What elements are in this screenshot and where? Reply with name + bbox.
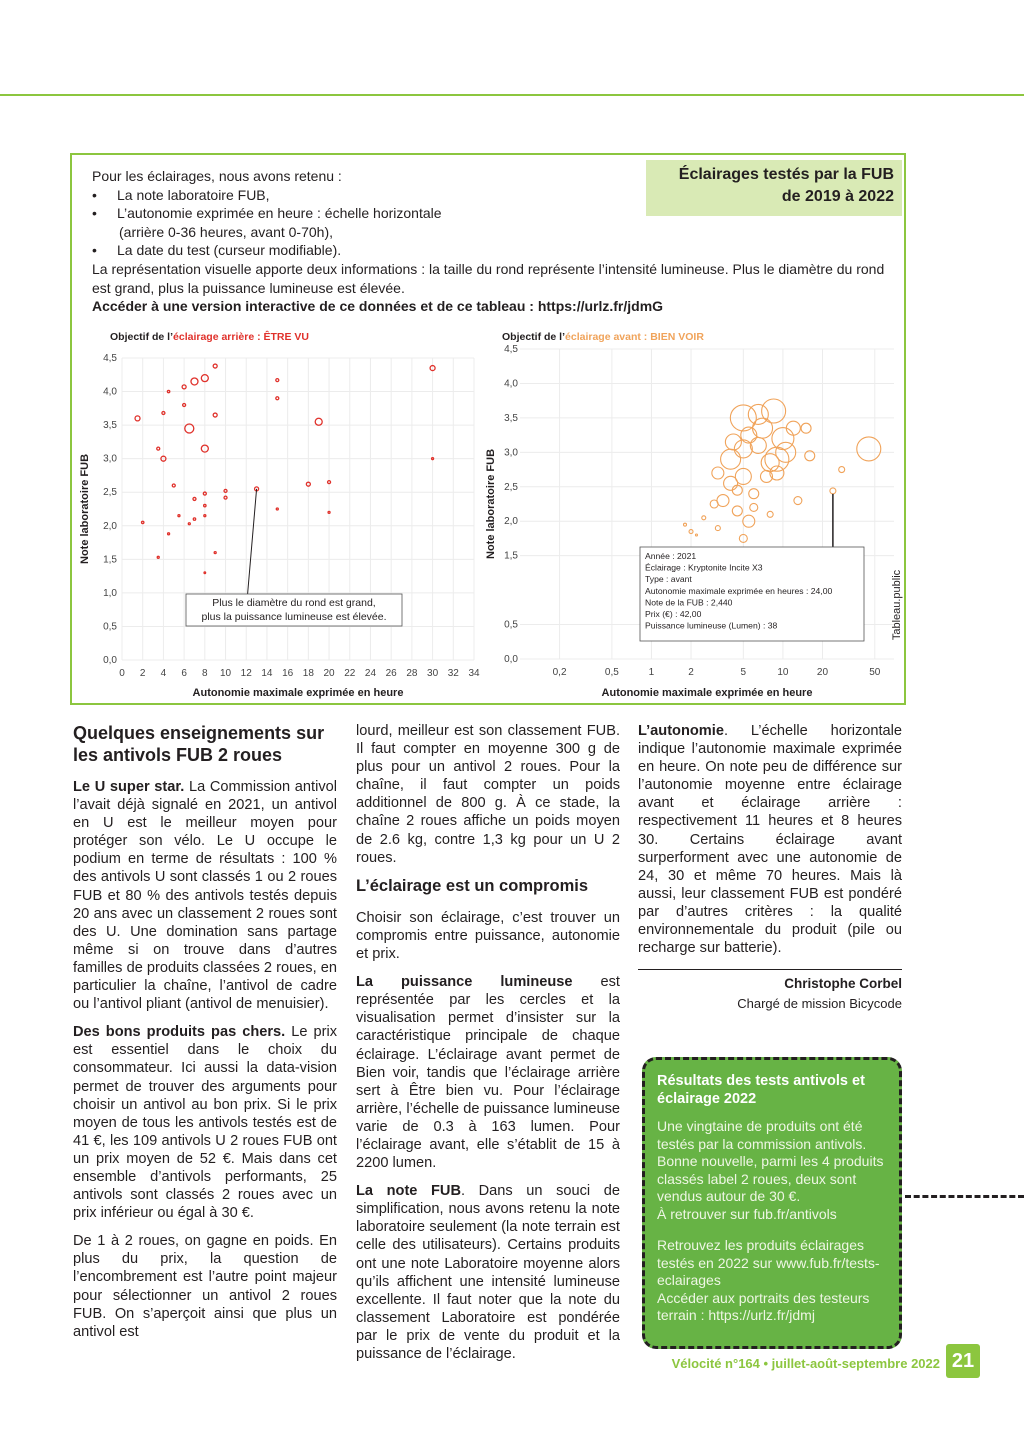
lead: La puissance lumineuse <box>356 974 573 991</box>
x-tick-label: 0,2 <box>552 667 567 678</box>
y-tick-label: 4,5 <box>504 344 518 355</box>
box-title-line: de 2019 à 2022 <box>781 188 894 205</box>
rear-lighting-chart <box>72 344 492 702</box>
data-point <box>214 552 216 554</box>
data-point <box>748 404 768 424</box>
front-chart-title-highlight: éclairage avant : BIEN VOIR <box>565 331 704 343</box>
x-tick-label: 0,5 <box>604 667 619 678</box>
x-tick-label: 20 <box>816 667 829 678</box>
y-tick-label: 3,0 <box>103 453 117 465</box>
dashed-connector <box>905 1195 1024 1198</box>
y-tick-label: 3,0 <box>504 447 518 459</box>
column-1 <box>73 722 337 1351</box>
x-tick-label: 16 <box>282 668 294 679</box>
data-point <box>725 434 741 450</box>
data-point <box>702 516 706 520</box>
data-point <box>695 534 697 536</box>
results-box <box>642 1057 902 1349</box>
data-point <box>749 489 759 499</box>
paragraph: De 1 à 2 roues, on gagne en poids. En plus du prix, la question de l’encombrement est l’autre point majeur pour sélectionner un antivol 2 roues FUB. On s’aperçoit ainsi que plus un antivol est <box>73 1233 337 1340</box>
tooltip-line: Année : 2021 <box>645 551 697 561</box>
data-point <box>750 503 758 511</box>
x-tick-label: 20 <box>323 668 335 679</box>
data-point <box>276 397 279 400</box>
x-tick-label: 14 <box>261 668 273 679</box>
x-tick-label: 6 <box>181 668 187 679</box>
y-tick-label: 1,5 <box>103 554 117 566</box>
data-point <box>315 418 322 425</box>
data-point <box>276 379 279 382</box>
data-point <box>135 416 140 421</box>
box-title <box>646 160 902 216</box>
y-tick-label: 4,0 <box>103 386 117 398</box>
results-text-link[interactable]: À retrouver sur fub.fr/antivols <box>657 1205 837 1222</box>
y-tick-label: 4,5 <box>103 353 117 364</box>
x-tick-label: 2 <box>688 667 694 678</box>
paragraph-text: La Commission antivol l’avait déjà signalé en 2021, un antivol en U est le meilleur moyen pour protéger son vélo. Le U occupe le podium en terme de résultats : 100 % des antivols U sont classés 1 ou 2 roues FUB et 80 % des antivols testés depuis 20 ans avec un classement 2 roues sont des U. Une domination sans partage même si on trouve dans d’autres familles de produits classées 2 roues, en particulier la chaîne, l’antivol de cadre ou l’antivol pliant (antivol de menuisier). <box>73 779 337 1013</box>
data-point <box>839 467 845 473</box>
data-point <box>157 447 160 450</box>
x-tick-label: 12 <box>240 668 252 679</box>
data-point <box>767 511 773 517</box>
y-axis-label: Note laboratoire FUB <box>79 453 91 565</box>
criteria-item: • La note laboratoire FUB, <box>92 186 902 205</box>
x-tick-label: 30 <box>427 668 439 679</box>
tooltip-line: Éclairage : Kryptonite Incite X3 <box>645 562 763 573</box>
y-tick-label: 1,0 <box>103 587 117 599</box>
data-point <box>786 421 800 435</box>
x-axis-label: Autonomie maximale exprimée en heure <box>601 687 813 699</box>
front-lighting-chart <box>480 337 904 702</box>
y-tick-label: 2,0 <box>103 520 117 532</box>
results-title: Résultats des tests antivols et éclairage 2022 <box>657 1073 865 1107</box>
box-title-line: Éclairages testés par la FUB <box>678 166 894 183</box>
rear-chart-title <box>110 331 309 343</box>
paragraph-text: . Dans un souci de simplification, nous avons retenu la note laboratoire seulement (la note terrain est celle des utilisateurs). Certains produits ont une note Laboratoire moyenne alors qu’ils affichent une intensité lumineuse excellente. Il faut noter que la note du classement Laboratoire est pondérée par le prix de vente du produit et la puissance de l’éclairage. <box>356 1183 620 1362</box>
x-tick-label: 24 <box>364 668 377 679</box>
annotation-text: plus la puissance lumineuse est élevée. <box>201 611 387 623</box>
y-tick-label: 0,0 <box>504 654 518 665</box>
x-tick-label: 0 <box>119 668 125 679</box>
author-name: Christophe Corbel <box>784 976 902 991</box>
results-link-text[interactable]: Retrouvez les produits éclairages testés en 2022 sur www.fub.fr/tests-eclairages <box>657 1237 880 1288</box>
data-point <box>750 437 766 453</box>
x-tick-label: 8 <box>202 668 208 679</box>
results-link-text[interactable]: Accéder aux portraits des testeurs terrain : https://urlz.fr/jdmj <box>657 1289 870 1323</box>
data-point <box>715 526 720 531</box>
lighting-heading: L’éclairage est un compromis <box>356 876 588 895</box>
y-tick-label: 2,5 <box>103 487 117 499</box>
tooltip-line: Puissance lumineuse (Lumen) : 38 <box>645 620 778 631</box>
x-tick-label: 34 <box>468 668 480 679</box>
y-axis-label: Note laboratoire FUB <box>485 448 497 560</box>
y-tick-label: 2,0 <box>504 516 518 528</box>
results-text <box>657 1118 887 1223</box>
paragraph <box>356 973 620 1172</box>
y-tick-label: 0,5 <box>504 619 518 631</box>
data-point <box>857 437 881 461</box>
tooltip-line: Note de la FUB : 2,440 <box>645 597 733 608</box>
paragraph <box>73 1023 337 1222</box>
x-tick-label: 28 <box>406 668 418 679</box>
x-tick-label: 26 <box>385 668 397 679</box>
paragraph <box>638 722 902 957</box>
y-tick-label: 0,5 <box>103 621 117 633</box>
header-rule <box>0 94 1024 96</box>
x-tick-label: 32 <box>447 668 459 679</box>
paragraph-text: est représentée par les cercles et la visualisation permet d’insister sur la caractéristique principale de chaque éclairage. L’éclairage avant permet de Bien voir, tandis que l’éclairage arrière sert à Être bien vu. Pour l’éclairage arrière, l’échelle de puissance lumineuse varie de 0.3 à 163 lumen. Pour l’éclairage avant, elle s’établit de 15 à 2200 lumen. <box>356 974 620 1172</box>
x-tick-label: 5 <box>740 667 747 678</box>
data-point <box>830 488 836 494</box>
data-point <box>188 523 190 525</box>
annotation-leader <box>248 489 257 594</box>
lead: La note FUB <box>356 1183 461 1200</box>
y-tick-label: 0,0 <box>103 655 117 666</box>
paragraph <box>356 1182 620 1363</box>
signature-rule <box>638 969 902 970</box>
footer-text: Vélocité n°164 • juillet-août-septembre 2022 <box>671 1356 940 1371</box>
results-text-main: Une vingtaine de produits ont été testés par la commission antivols. Bonne nouvelle, parmi les 4 produits classés label 2 roues, deux sont vendus autour de 30 €. <box>657 1118 884 1204</box>
data-point <box>213 364 217 368</box>
data-point <box>168 533 170 535</box>
interactive-link[interactable]: Accéder à une version interactive de ce données et de ce tableau : https://urlz.fr/jdmG <box>92 298 664 315</box>
paragraph-text: . L’échelle horizontale indique l’autonomie maximale exprimée en heure. On note peu de différence sur l’autonomie moyenne entre éclairage avant et éclairage arrière : respectivement 11 heures et 8 heures 30. Certains éclairage avant surperforment avec une autonomie de 24, 30 et même 70 heures. Mais là aussi, leur classement FUB est pondéré par d’autres critères : la qualité environnementale du produit (pile ou recharge sur batterie). <box>638 723 902 957</box>
criteria-item-sub: (arrière 0-36 heures, avant 0-70h), <box>119 223 333 240</box>
x-tick-label: 1 <box>648 667 655 678</box>
data-point <box>712 467 724 479</box>
lead: Le U super star. <box>73 779 185 795</box>
intro-line: Pour les éclairages, nous avons retenu : <box>92 168 342 184</box>
data-point <box>178 515 180 517</box>
data-point <box>213 413 217 417</box>
x-tick-label: 22 <box>344 668 356 679</box>
paragraph <box>73 778 337 1013</box>
tableau-watermark: Tableau.public <box>891 569 903 641</box>
column-2 <box>356 722 620 1373</box>
x-tick-label: 2 <box>139 668 146 679</box>
paragraph-text: Le prix est essentiel dans le choix du consommateur. Ici aussi la data-vision permet de trouver des arguments pour choisir un antivol au bon prix. Si le prix moyen de tous les antivols testés est de 41 €, les 109 antivols U 2 roues FUB ont un prix moyen de 52 €. Mais dans cet ensemble d’antivols performants, 25 antivols sont classés 2 roues avec un prix inférieur ou égal à 30 €. <box>73 1024 337 1222</box>
x-tick-label: 4 <box>160 668 167 679</box>
x-tick-label: 18 <box>302 668 314 679</box>
data-point <box>753 418 773 438</box>
tooltip-line: Autonomie maximale exprimée en heures : 24,00 <box>645 585 833 596</box>
data-point <box>717 495 729 507</box>
column-3 <box>638 722 902 967</box>
criteria-item: • La date du test (curseur modifiable). <box>92 241 902 260</box>
y-tick-label: 3,5 <box>504 412 518 424</box>
criteria-item-text: L’autonomie exprimée en heure : échelle horizontale <box>117 205 442 222</box>
lead: Des bons produits pas chers. <box>73 1024 286 1041</box>
y-tick-label: 1,5 <box>504 550 518 562</box>
data-point <box>762 399 786 423</box>
data-point <box>801 423 811 433</box>
data-point <box>732 506 742 516</box>
data-point <box>157 556 159 558</box>
y-tick-label: 4,0 <box>504 378 518 390</box>
y-tick-label: 3,5 <box>103 420 117 432</box>
page-number: 21 <box>946 1344 980 1378</box>
front-chart-title-prefix: Objectif de l’ <box>502 331 566 343</box>
lead: L’autonomie <box>638 723 724 739</box>
rear-chart-title-highlight: éclairage arrière : ÊTRE VU <box>173 331 309 343</box>
tooltip-line: Prix (€) : 42,00 <box>645 609 702 619</box>
rear-chart-title-prefix: Objectif de l’ <box>110 331 174 343</box>
data-point <box>172 484 175 487</box>
data-point <box>193 497 196 500</box>
paragraph: Choisir son éclairage, c’est trouver un compromis entre puissance, autonomie et prix. <box>356 909 620 963</box>
tooltip-line: Type : avant <box>645 574 692 585</box>
x-axis-label: Autonomie maximale exprimée en heure <box>192 687 404 699</box>
data-point <box>765 447 789 471</box>
paragraph: lourd, meilleur est son classement FUB. Il faut compter en moyenne 300 g de plus pour un antivol 2 roues. Pour la chaîne, il faut compter un poids additionnel de 800 g. À ce stade, la chaîne 2 roues affiche un poids moyen de 2.6 kg, contre 1,3 kg pour un U 2 roues. <box>356 723 620 866</box>
author-role: Chargé de mission Bicycode <box>737 996 902 1011</box>
y-tick-label: 2,5 <box>504 481 518 493</box>
x-tick-label: 10 <box>219 668 232 679</box>
annotation-text: Plus le diamètre du rond est grand, <box>212 597 376 609</box>
x-tick-label: 50 <box>869 667 881 678</box>
x-tick-label: 10 <box>777 667 789 678</box>
data-point <box>684 523 687 526</box>
box-paragraph: La représentation visuelle apporte deux informations : la taille du rond représente l’intensité lumineuse. Plus le diamètre du rond est grand, plus la puissance lumineuse est élevée. <box>92 260 885 296</box>
data-point <box>794 497 802 505</box>
data-point <box>276 508 278 510</box>
data-point <box>193 518 195 520</box>
antivol-heading: Quelques enseignements sur les antivols FUB 2 roues <box>73 723 325 765</box>
data-point <box>191 378 198 385</box>
